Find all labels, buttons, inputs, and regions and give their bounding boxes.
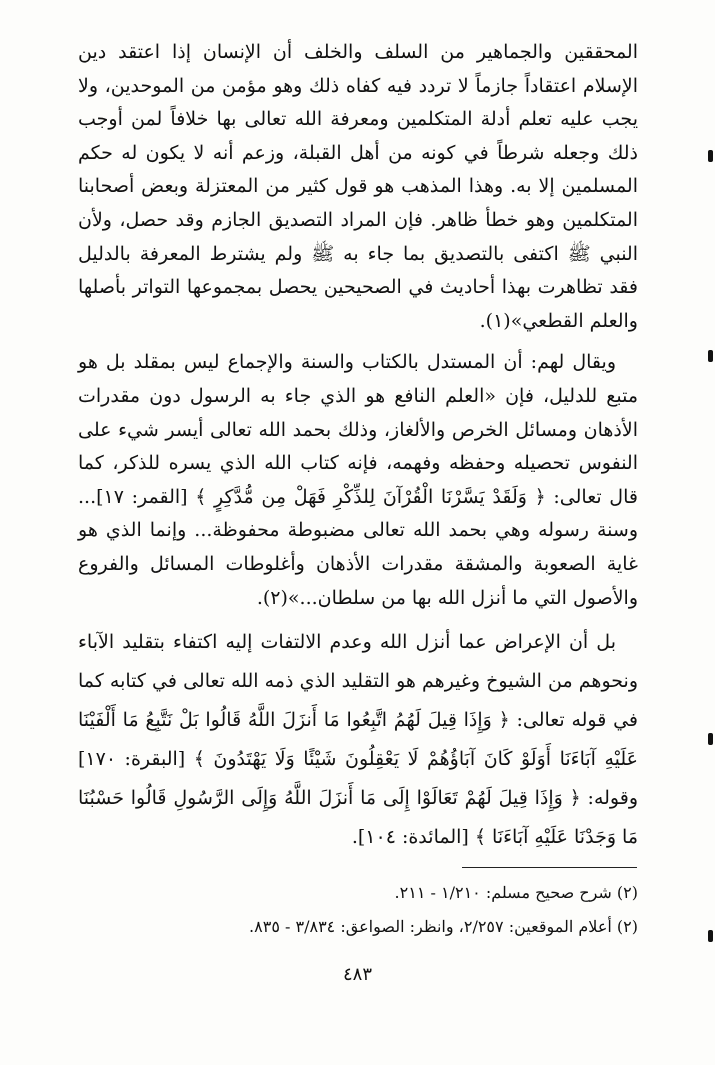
scan-edge-mark <box>708 930 713 942</box>
paragraph-3: بل أن الإعراض عما أنزل الله وعدم الالتفات إليه اكتفاء بتقليد الآباء ونحوهم من الشيوخ وغيرهم هو التقليد الذي ذمه الله تعالى في كتابه كما في قوله تعالى: ﴿ وَإِذَا قِيلَ لَهُمُ اتَّبِعُوا مَا أَنزَلَ اللَّهُ قَالُوا بَلْ نَتَّبِعُ مَا أَلْفَيْنَا عَلَيْهِ آبَاءَنَا أَوَلَوْ كَانَ آبَاؤُهُمْ لَا يَعْقِلُونَ شَيْئًا وَلَا يَهْتَدُونَ ﴾ [البقرة: ١٧٠] وقوله: ﴿ وَإِذَا قِيلَ لَهُمْ تَعَالَوْا إِلَى مَا أَنزَلَ اللَّهُ وَإِلَى الرَّسُولِ قَالُوا حَسْبُنَا مَا وَجَدْنَا عَلَيْهِ آبَاءَنَا ﴾ [المائدة: ١٠٤]. <box>78 631 638 849</box>
page-body <box>78 36 638 857</box>
footnote-2: (٢) أعلام الموقعين: ٢/٢٥٧، وانظر: الصواعق: ٣/٨٣٤ - ٨٣٥. <box>249 917 638 936</box>
paragraph-2: ويقال لهم: أن المستدل بالكتاب والسنة والإجماع ليس بمقلد بل هو متبع للدليل، فإن «العلم النافع هو الذي جاء به الرسول دون مقدرات الأذهان ومسائل الخرص والألغاز، وذلك بحمد الله تعالى أيسر شيء على النفوس تحصيله وحفظه وفهمه، فإنه كتاب الله الذي يسره للذكر، كما قال تعالى: ﴿ وَلَقَدْ يَسَّرْنَا الْقُرْآنَ لِلذِّكْرِ فَهَلْ مِن مُّدَّكِرٍ ﴾ [القمر: ١٧]... وسنة رسوله وهي بحمد الله تعالى مضبوطة محفوظة... وإنما الذي هو غاية الصعوبة والمشقة مقدرات الأذهان وأغلوطات المسائل والفروع والأصول التي ما أنزل الله بها من سلطان...»(٢). <box>78 351 638 609</box>
footnote-separator <box>462 867 637 868</box>
scan-edge-mark <box>708 350 713 362</box>
footnotes <box>78 876 638 944</box>
footnote-1: (٢) شرح صحيح مسلم: ١/٢١٠ - ٢١١. <box>394 883 638 902</box>
scan-edge-mark <box>708 733 713 745</box>
paragraph-1: المحققين والجماهير من السلف والخلف أن الإنسان إذا اعتقد دين الإسلام اعتقاداً جازماً لا تردد فيه كفاه ذلك وهو مؤمن من الموحدين، ولا يجب عليه تعلم أدلة المتكلمين ومعرفة الله تعالى بها خلافاً لمن أوجب ذلك وجعله شرطاً في كونه من أهل القبلة، وزعم أنه لا يكون له حكم المسلمين إلا به. وهذا المذهب هو قول كثير من المعتزلة وبعض أصحابنا المتكلمين وهو خطأ ظاهر. فإن المراد التصديق الجازم وقد حصل، ولأن النبي ﷺ اكتفى بالتصديق بما جاء به ﷺ ولم يشترط المعرفة بالدليل فقد تظاهرت بهذا أحاديث في الصحيحين يحصل بمجموعها التواتر بأصلها والعلم القطعي»(١). <box>78 41 638 332</box>
scan-edge-mark <box>708 150 713 162</box>
page-number: ٤٨٣ <box>342 964 372 985</box>
